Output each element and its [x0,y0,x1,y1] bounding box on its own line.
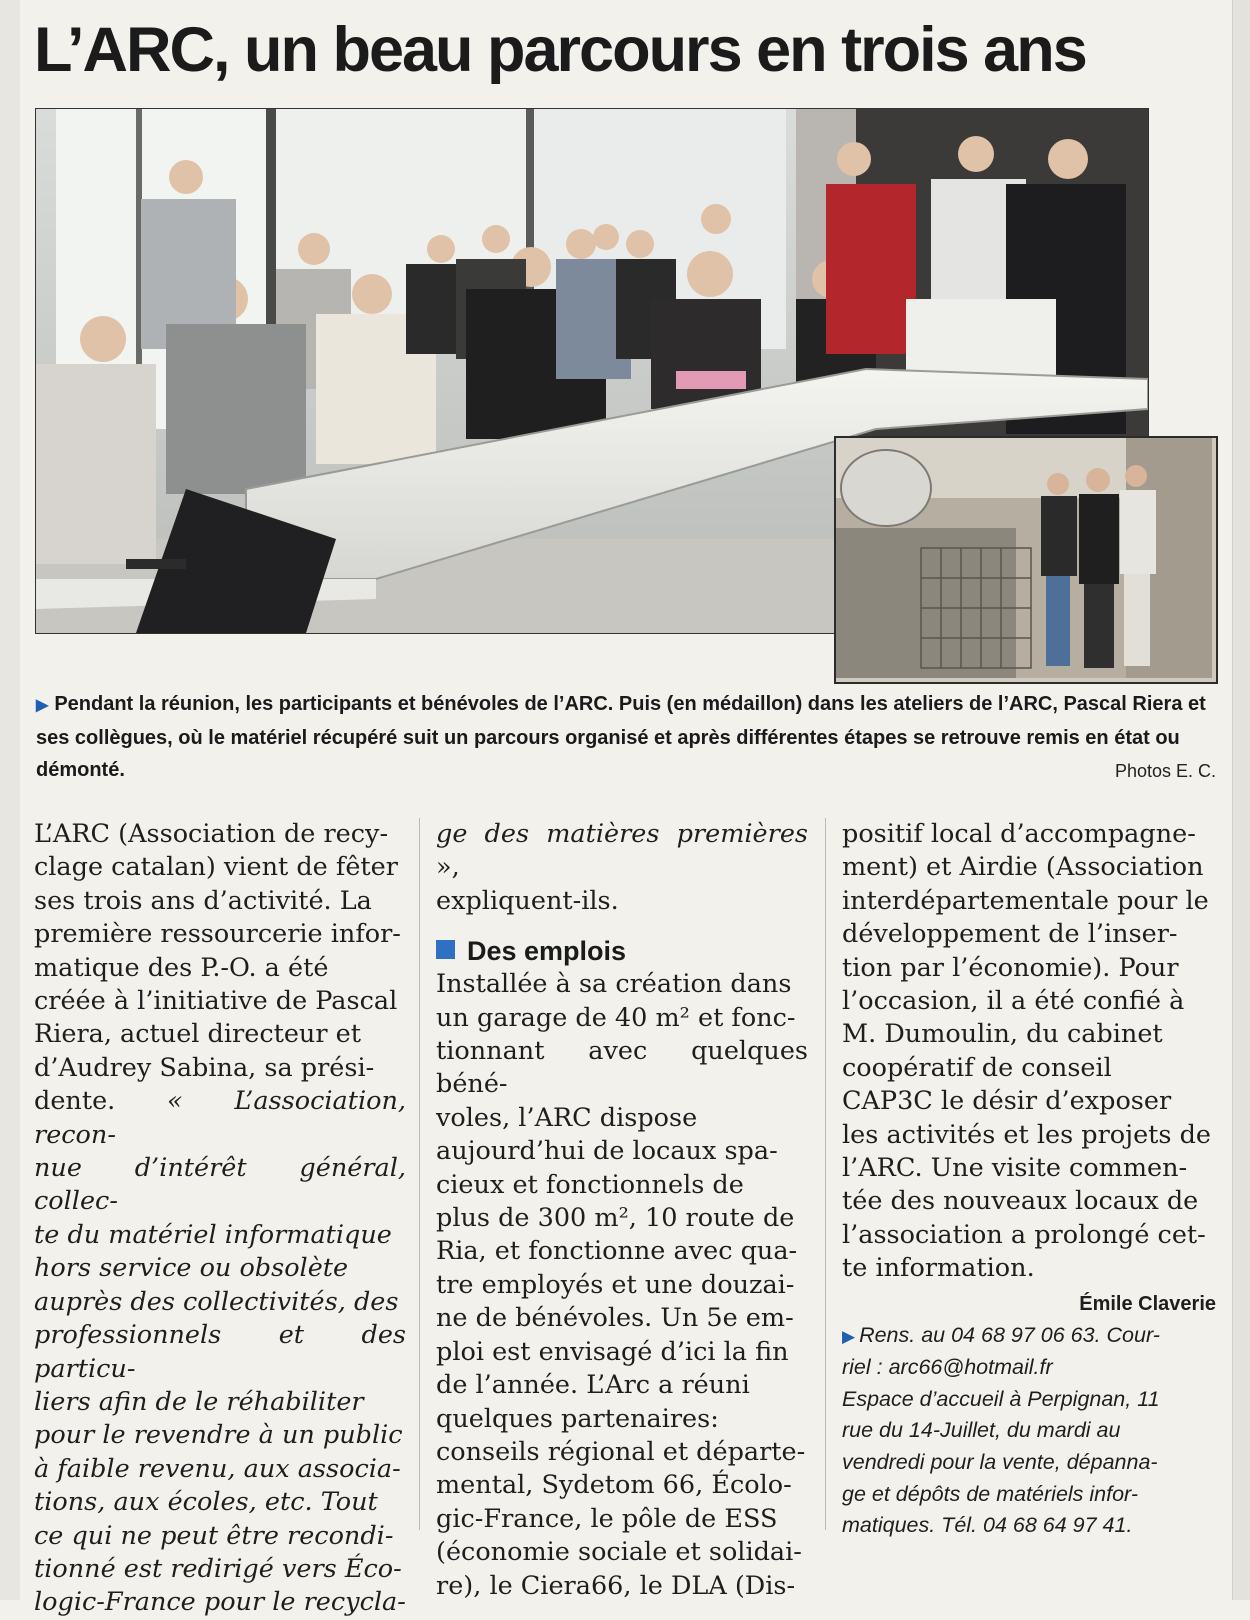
quote-line: te du matériel informatique [34,1219,392,1250]
text-line: première ressourcerie infor- [34,919,401,950]
text-line: ses trois ans d’activité. La [34,885,372,916]
quote-line: tions, aux écoles, etc. Tout [34,1487,378,1518]
scan-edge-right [1232,0,1250,1600]
text-line: te information. [842,1253,1035,1284]
text-line: tée des nouveaux locaux de [842,1186,1199,1217]
text-line: clage catalan) vient de fêter [34,852,398,883]
quote-line: « L’association, recon- [34,1086,406,1150]
text-line: Installée à sa création dans [436,969,792,1000]
article-column-1 [34,818,406,1620]
text-line: expliquent-ils. [436,885,619,916]
text-line: d’Audrey Sabina, sa prési- [34,1052,375,1083]
quote-line: hors service ou obsolète [34,1253,349,1284]
text-line: dente. [34,1086,168,1117]
article-column-2 [436,818,808,1603]
text-line: cieux et fonctionnels de [436,1169,744,1200]
info-line: rue du 14-Juillet, du mardi au [842,1418,1121,1443]
text-line: Riera, actuel directeur et [34,1019,361,1050]
text-line: plus de 300 m², 10 route de [436,1203,795,1234]
headline: L’ARC, un beau parcours en trois ans [34,15,1086,85]
text-line: M. Dumoulin, du cabinet [842,1019,1163,1050]
text-line: interdépartementale pour le [842,885,1209,916]
text-line: ne de bénévoles. Un 5e em- [436,1303,794,1334]
text-line: re), le Ciera66, le DLA (Dis- [436,1570,796,1601]
workshop-photo-illustration [836,438,1212,678]
text-line: tion par l’économie). Pour [842,952,1179,983]
text-line: créée à l’initiative de Pascal [34,986,398,1017]
scan-edge-left [0,0,20,1600]
text-line: ploi est envisagé d’ici la fin [436,1336,789,1367]
text-line: tre employés et une douzai- [436,1269,795,1300]
text-line: l’occasion, il a été confié à [842,986,1185,1017]
text-line: coopératif de conseil [842,1052,1112,1083]
article-paragraph-partners [842,818,1216,1286]
triangle-right-icon: ▶ [842,1326,856,1346]
article-column-3 [842,818,1216,1542]
text-line: quelques partenaires: [436,1403,719,1434]
text-line: développement de l’inser- [842,919,1178,950]
article-paragraph-intro [34,818,406,1620]
text-line: aujourd’hui de locaux spa- [436,1136,778,1167]
caption-text: Pendant la réunion, les participants et bénévoles de l’ARC. Puis (en médaillon) dans les ateliers de l’ARC, Pascal Riera et ses collègues, où le matériel récupéré suit un parcours organisé et après différentes étapes se retrouve remis en état ou démonté. [36,693,1206,781]
text-line: voles, l’ARC dispose [436,1102,698,1133]
quote-line: ce qui ne peut être recondi- [34,1520,394,1551]
info-line: ge et dépôts de matériels infor- [842,1481,1138,1506]
text-line: positif local d’accompagne- [842,819,1196,849]
text-line: Ria, et fonctionne avec qua- [436,1236,798,1267]
text-line: gic-France, le pôle de ESS [436,1503,778,1534]
quote-line: tionné est redirigé vers Éco- [34,1553,402,1584]
text-line: CAP3C le désir d’exposer [842,1086,1172,1117]
text-line: un garage de 40 m² et fonc- [436,1002,796,1033]
contact-info [842,1320,1216,1542]
text-line: mental, Sydetom 66, Écolo- [436,1470,792,1501]
text-line: l’association a prolongé cet- [842,1219,1206,1250]
inset-photo [834,436,1218,684]
photo-credit: Photos E. C. [1114,761,1216,781]
quote-line: liers afin de le réhabiliter [34,1386,364,1417]
quote-line: professionnels et des particu- [34,1320,406,1384]
info-line: matiques. Tél. 04 68 64 97 41. [842,1513,1133,1538]
quote-line: auprès des collectivités, des [34,1286,399,1317]
info-line: Espace d’accueil à Perpignan, 11 [842,1386,1160,1411]
text-line: », [436,852,460,883]
text-line: conseils régional et départe- [436,1436,806,1467]
quote-line: ge des matières premières [436,819,808,849]
quote-line: à faible revenu, aux associa- [34,1453,401,1484]
blue-square-icon [436,940,455,959]
article-paragraph-jobs [436,968,808,1603]
info-line: vendredi pour la vente, dépanna- [842,1450,1158,1475]
text-line: (économie sociale et solidai- [436,1537,802,1568]
subhead-text: Des emplois [467,936,627,967]
text-line: l’ARC. Une visite commen- [842,1153,1188,1184]
info-line: Rens. au 04 68 97 06 63. Cour- [859,1322,1160,1347]
photo-caption [36,688,1216,786]
column-divider [419,818,420,1530]
section-subhead [436,934,808,968]
text-line: ment) et Airdie (Association [842,852,1204,883]
text-line: matique des P.-O. a été [34,952,329,983]
text-line: de l’année. L’Arc a réuni [436,1370,750,1401]
quote-line: logic-France pour le recycla- [34,1587,406,1618]
article-paragraph-quote-end [436,818,808,918]
triangle-right-icon: ▶ [36,697,49,714]
article-author: Émile Claverie [1079,1292,1216,1315]
quote-line: pour le revendre à un public [34,1420,403,1451]
text-line: les activités et les projets de [842,1119,1212,1150]
text-line: tionnant avec quelques béné- [436,1036,808,1100]
quote-line: nue d’intérêt général, collec- [34,1153,406,1217]
column-divider [825,818,826,1530]
text-line: L’ARC (Association de recy- [34,819,389,849]
info-line: riel : arc66@hotmail.fr [842,1355,1053,1380]
